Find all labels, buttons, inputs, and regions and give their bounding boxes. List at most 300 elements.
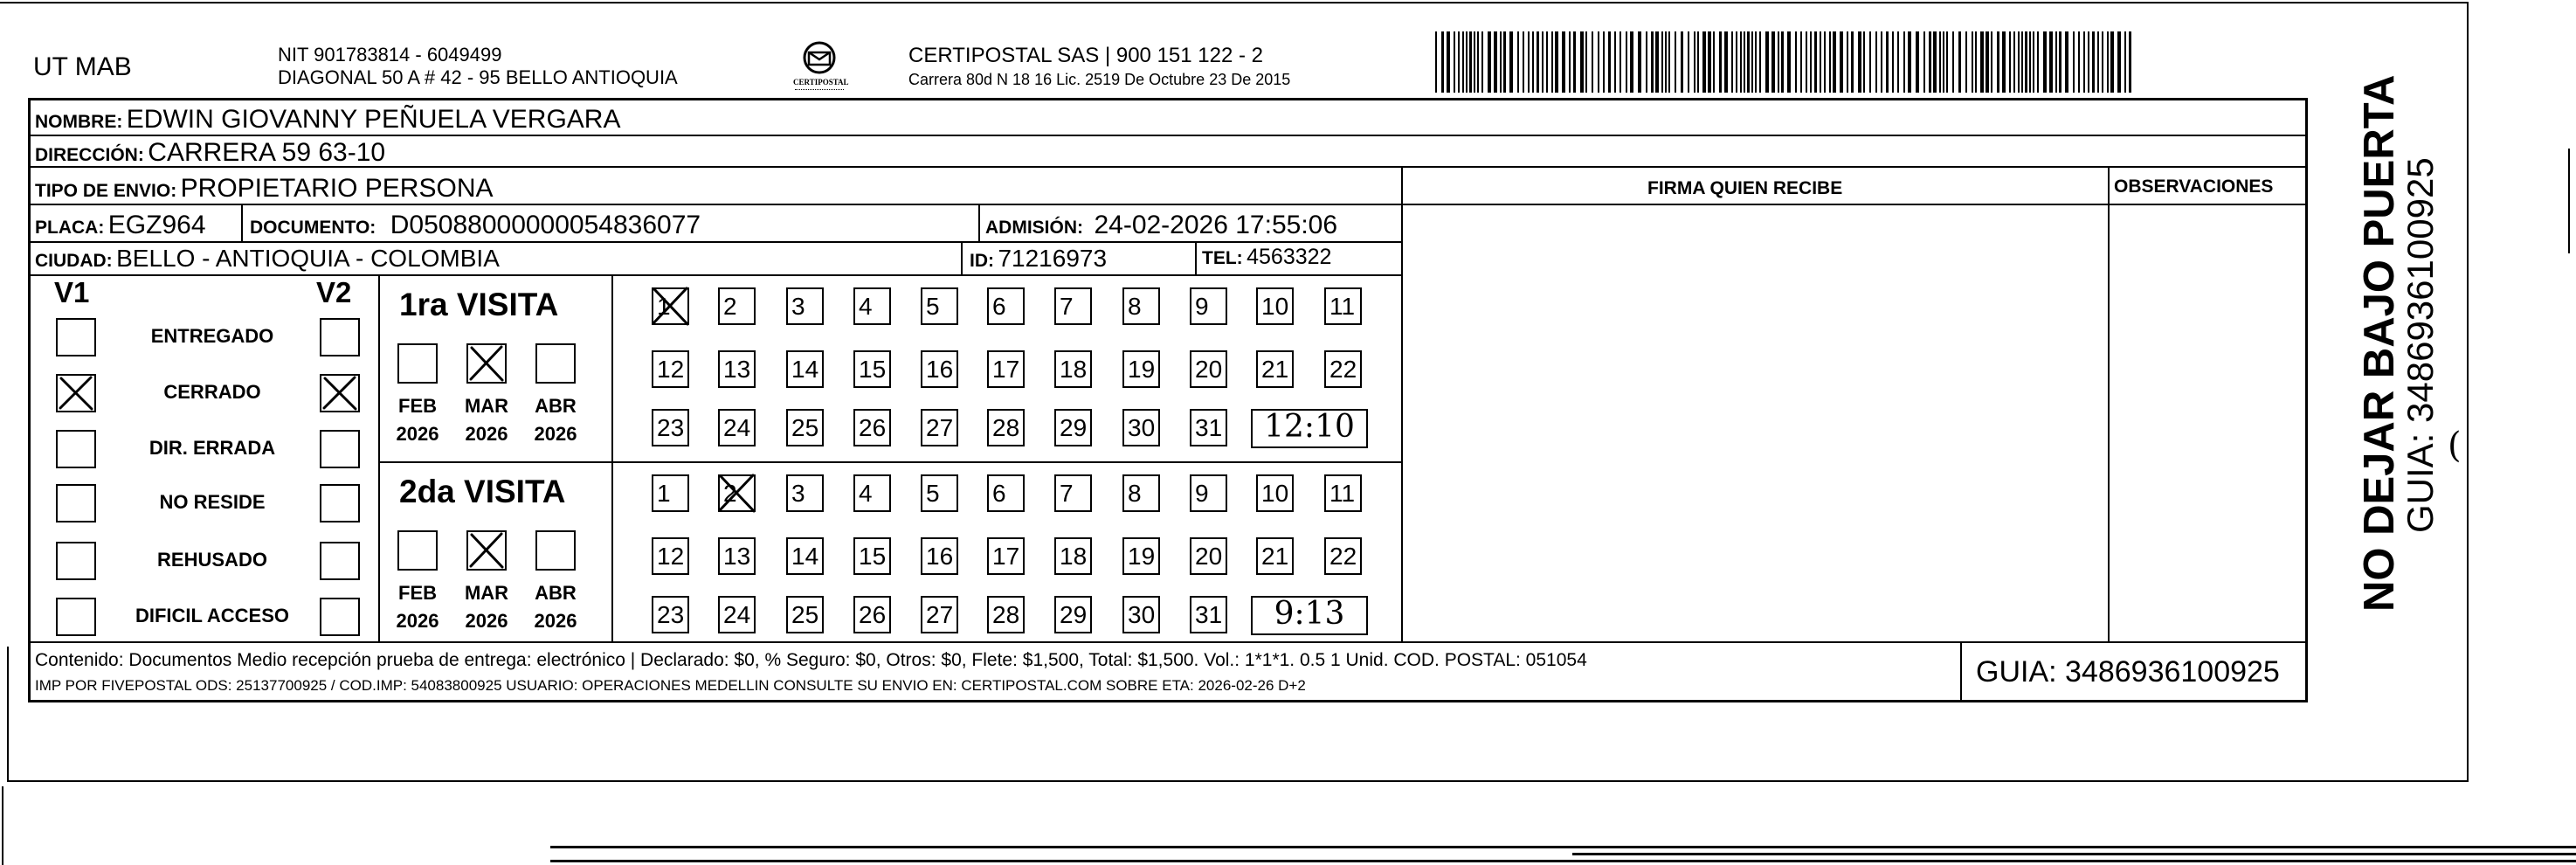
barcode-bar — [1858, 31, 1861, 93]
barcode-bar — [1614, 31, 1616, 93]
v1-check-mark — [56, 374, 96, 412]
day-box[interactable]: 19 — [1122, 537, 1160, 575]
day-box[interactable]: 8 — [1122, 474, 1160, 512]
barcode-bar — [1509, 31, 1513, 93]
visit-title: 2da VISITA — [399, 474, 566, 509]
barcode-bar — [1886, 31, 1889, 93]
year-label: 2026 — [465, 423, 508, 445]
time-value: 12:10 — [1264, 409, 1355, 445]
tel-field — [1202, 246, 1331, 268]
day-box[interactable]: 5 — [921, 474, 958, 512]
month-label: ABR — [535, 395, 577, 417]
barcode-bar — [1447, 31, 1450, 93]
id-label: ID: — [970, 251, 994, 271]
barcode-bar — [1755, 31, 1757, 93]
barcode-bar — [2055, 31, 2057, 93]
day-box[interactable]: 2 — [718, 287, 756, 325]
year-label: 2026 — [396, 610, 439, 632]
month-checkbox[interactable] — [397, 343, 438, 384]
v1-checkbox[interactable] — [56, 542, 96, 580]
day-box[interactable]: 23 — [652, 409, 689, 446]
footer-line — [28, 641, 2308, 643]
barcode-bar — [1958, 31, 1961, 93]
day-box[interactable]: 9 — [1190, 474, 1227, 512]
certipostal-logo — [793, 38, 849, 96]
visit-title: 1ra VISITA — [399, 287, 559, 322]
barcode-bar — [1546, 31, 1548, 93]
time-value: 9:13 — [1274, 596, 1345, 632]
col-line-id — [961, 241, 963, 274]
barcode-bar — [2117, 31, 2121, 93]
barcode-bar — [1881, 31, 1882, 93]
day-box[interactable]: 3 — [786, 474, 824, 512]
barcode-bar — [2110, 31, 2114, 93]
day-box[interactable]: 25 — [786, 596, 824, 633]
v1-header: V1 — [54, 276, 90, 308]
ciudad-value: BELLO - ANTIOQUIA - COLOMBIA — [116, 245, 500, 272]
direccion-value: CARRERA 59 63-10 — [148, 138, 386, 167]
company-address: DIAGONAL 50 A # 42 - 95 BELLO ANTIOQUIA — [278, 66, 678, 88]
company-nit: NIT 901783814 - 6049499 — [278, 44, 502, 66]
barcode-bar — [1824, 31, 1826, 93]
barcode-bar — [1592, 31, 1593, 93]
barcode-bar — [1771, 31, 1775, 93]
barcode-bar — [1759, 31, 1761, 93]
barcode-bar — [1946, 31, 1948, 93]
barcode-bar — [1916, 31, 1919, 93]
v2-checkbox[interactable] — [320, 542, 360, 580]
day-box[interactable]: 16 — [921, 537, 958, 575]
day-box[interactable]: 24 — [718, 596, 756, 633]
ciudad-field — [35, 246, 500, 271]
day-box[interactable]: 1 — [652, 474, 689, 512]
carrier-license: Carrera 80d N 18 16 Lic. 2519 De Octubre 23 De 2015 — [908, 71, 1291, 88]
barcode-bar — [2102, 31, 2103, 93]
firma-header: FIRMA QUIEN RECIBE — [1647, 178, 1843, 198]
id-value: 71216973 — [998, 245, 1108, 272]
barcode-bar — [1713, 31, 1715, 93]
tipo-label: TIPO DE ENVIO: — [35, 181, 177, 201]
status-label: REHUSADO — [157, 549, 267, 571]
barcode-bar — [1829, 31, 1831, 93]
day-box[interactable]: 12 — [652, 537, 689, 575]
col-line-observaciones — [2108, 166, 2110, 643]
year-label: 2026 — [465, 610, 508, 632]
barcode-bar — [1665, 31, 1667, 93]
barcode-bar — [2083, 31, 2085, 93]
barcode-bar — [1997, 31, 1999, 93]
barcode-bar — [1608, 31, 1611, 93]
month-checkbox[interactable] — [397, 530, 438, 571]
day-box[interactable]: 21 — [1256, 350, 1294, 388]
row-line-ciudad — [28, 274, 1403, 276]
barcode-bar — [1820, 31, 1821, 93]
barcode-bar — [1681, 31, 1683, 93]
day-box[interactable]: 1 — [652, 287, 689, 325]
barcode-bar — [1972, 31, 1973, 93]
barcode-bar — [1744, 31, 1745, 93]
barcode-bar — [1528, 31, 1530, 93]
carrier-name: CERTIPOSTAL SAS | 900 151 122 - 2 — [908, 44, 1263, 67]
col-line-visits — [378, 274, 380, 643]
barcode-bar — [1869, 31, 1871, 93]
barcode-bar — [1800, 31, 1802, 93]
day-box[interactable]: 10 — [1256, 287, 1294, 325]
year-label: 2026 — [534, 610, 577, 632]
year-label: 2026 — [534, 423, 577, 445]
month-label: FEB — [398, 582, 437, 604]
footer-guia: GUIA: 3486936100925 — [1976, 655, 2280, 689]
status-label: CERRADO — [163, 381, 261, 403]
barcode-bar — [2073, 31, 2075, 93]
barcode-bar — [1542, 31, 1544, 93]
direccion-label: DIRECCIÓN: — [35, 145, 144, 165]
barcode-bar — [1929, 31, 1931, 93]
v1-checkbox[interactable] — [56, 430, 96, 468]
day-box[interactable]: 20 — [1190, 350, 1227, 388]
day-box[interactable]: 11 — [1324, 474, 1362, 512]
placa-value: EGZ964 — [107, 211, 206, 239]
barcode-bar — [1806, 31, 1807, 93]
month-label: ABR — [535, 582, 577, 604]
barcode-bar — [1668, 31, 1670, 93]
day-box[interactable]: 29 — [1054, 409, 1092, 446]
day-box[interactable]: 18 — [1054, 350, 1092, 388]
barcode-bar — [1747, 31, 1750, 93]
barcode — [1435, 31, 2134, 93]
barcode-bar — [1488, 31, 1491, 93]
barcode-bar — [1795, 31, 1797, 93]
barcode-bar — [1694, 31, 1695, 93]
barcode-bar — [1751, 31, 1753, 93]
day-box[interactable]: 13 — [718, 350, 756, 388]
barcode-bar — [1863, 31, 1865, 93]
day-box[interactable]: 24 — [718, 409, 756, 446]
day-box[interactable]: 11 — [1324, 287, 1362, 325]
day-box[interactable]: 20 — [1190, 537, 1227, 575]
scan-bottom-edge — [7, 780, 2469, 782]
month-checkbox[interactable] — [535, 343, 576, 384]
barcode-bar — [1740, 31, 1742, 93]
barcode-bar — [1952, 31, 1954, 93]
barcode-bar — [1619, 31, 1621, 93]
barcode-bar — [1965, 31, 1967, 93]
barcode-bar — [1933, 31, 1937, 93]
barcode-bar — [2009, 31, 2011, 93]
barcode-bar — [2065, 31, 2068, 93]
month-label: FEB — [398, 395, 437, 417]
barcode-bar — [2097, 31, 2099, 93]
scan-left-edge-lower — [2, 786, 3, 865]
barcode-bar — [2049, 31, 2053, 93]
barcode-bar — [1517, 31, 1519, 93]
day-box[interactable]: 14 — [786, 537, 824, 575]
day-box[interactable]: 8 — [1122, 287, 1160, 325]
barcode-bar — [1494, 31, 1497, 93]
tel-label: TEL: — [1202, 248, 1243, 268]
documento-field — [250, 212, 701, 239]
barcode-bar — [1603, 31, 1605, 93]
barcode-bar — [1462, 31, 1464, 93]
barcode-bar — [1814, 31, 1817, 93]
barcode-bar — [1598, 31, 1599, 93]
day-box[interactable]: 2 — [718, 474, 756, 512]
barcode-bar — [1847, 31, 1848, 93]
col-line-admision — [978, 204, 980, 241]
v2-checkbox[interactable] — [320, 318, 360, 356]
scan-bottom-line-3 — [550, 860, 2576, 862]
scan-right-edge — [2467, 2, 2469, 782]
barcode-bar — [2021, 31, 2023, 93]
margin-mark: ( — [2448, 426, 2462, 466]
barcode-bar — [1833, 31, 1836, 93]
barcode-bar — [1469, 31, 1472, 93]
day-box[interactable]: 10 — [1256, 474, 1294, 512]
col-line-days — [611, 274, 613, 643]
imp-text: IMP POR FIVEPOSTAL ODS: 25137700925 / COD.IMP: 54083800925 USUARIO: OPERACIONES MEDELLIN CONSULTE SU ENVIO EN: CERTIPOSTAL.COM SOBRE ETA: 2026-02-26 D+2 — [35, 677, 1306, 694]
placa-label: PLACA: — [35, 218, 105, 238]
nombre-field — [35, 107, 620, 133]
logo-text: CERTIPOSTAL — [793, 78, 849, 86]
admision-value: 24-02-2026 17:55:06 — [1094, 211, 1338, 239]
barcode-bar — [1778, 31, 1779, 93]
month-label: MAR — [464, 395, 509, 417]
barcode-bar — [1555, 31, 1558, 93]
barcode-bar — [1991, 31, 1992, 93]
day-box[interactable]: 31 — [1190, 596, 1227, 633]
company-name: UT MAB — [33, 52, 132, 81]
day-box[interactable]: 26 — [853, 596, 891, 633]
status-label: ENTREGADO — [150, 325, 274, 347]
barcode-bar — [2029, 31, 2031, 93]
v2-checkbox[interactable] — [320, 598, 360, 636]
barcode-bar — [2078, 31, 2080, 93]
v1-checkbox[interactable] — [56, 598, 96, 636]
barcode-bar — [1655, 31, 1659, 93]
day-box[interactable]: 6 — [987, 287, 1025, 325]
tipo-value: PROPIETARIO PERSONA — [180, 174, 494, 203]
barcode-bar — [1466, 31, 1468, 93]
day-box[interactable]: 4 — [853, 474, 891, 512]
visit-separator — [378, 461, 1403, 463]
barcode-bar — [1892, 31, 1894, 93]
barcode-bar — [1731, 31, 1733, 93]
barcode-bar — [1626, 31, 1627, 93]
scan-bottom-line-2 — [1572, 853, 2576, 855]
nombre-label: NOMBRE: — [35, 112, 123, 132]
day-box[interactable]: 7 — [1054, 287, 1092, 325]
v1-checkbox[interactable] — [56, 484, 96, 522]
barcode-bar — [1651, 31, 1654, 93]
day-box[interactable]: 30 — [1122, 409, 1160, 446]
status-label: DIFICIL ACCESO — [135, 605, 289, 626]
day-box[interactable]: 30 — [1122, 596, 1160, 633]
scan-left-edge — [7, 647, 9, 782]
barcode-bar — [1523, 31, 1524, 93]
day-box[interactable]: 22 — [1324, 537, 1362, 575]
col-line-placa — [241, 204, 243, 241]
documento-value: D05088000000054836077 — [390, 211, 701, 239]
barcode-bar — [1551, 31, 1553, 93]
barcode-bar — [1781, 31, 1784, 93]
barcode-bar — [1986, 31, 1989, 93]
day-box[interactable]: 28 — [987, 596, 1025, 633]
v1-checkbox[interactable] — [56, 318, 96, 356]
day-box[interactable]: 17 — [987, 350, 1025, 388]
ciudad-label: CIUDAD: — [35, 251, 113, 271]
barcode-bar — [1481, 31, 1483, 93]
day-box[interactable]: 18 — [1054, 537, 1092, 575]
day-box[interactable]: 5 — [921, 287, 958, 325]
barcode-bar — [1875, 31, 1877, 93]
barcode-bar — [1688, 31, 1689, 93]
barcode-bar — [1840, 31, 1843, 93]
day-box[interactable]: 16 — [921, 350, 958, 388]
day-box[interactable]: 14 — [786, 350, 824, 388]
barcode-bar — [1500, 31, 1502, 93]
day-box[interactable]: 23 — [652, 596, 689, 633]
day-check-mark — [715, 472, 758, 515]
barcode-bar — [1765, 31, 1769, 93]
v2-header: V2 — [316, 276, 352, 308]
barcode-bar — [1903, 31, 1905, 93]
v2-check-mark — [320, 374, 360, 412]
barcode-bar — [2124, 31, 2126, 93]
month-checkbox[interactable] — [535, 530, 576, 571]
status-label: NO RESIDE — [159, 491, 266, 513]
barcode-bar — [2129, 31, 2131, 93]
barcode-bar — [1638, 31, 1641, 93]
month-check-mark — [466, 343, 507, 384]
col-line-tel — [1195, 241, 1197, 274]
barcode-bar — [1697, 31, 1699, 93]
month-check-mark — [466, 530, 507, 571]
side-warning: NO DEJAR BAJO PUERTA — [2356, 74, 2403, 612]
header-line-firma — [1401, 204, 2308, 205]
barcode-bar — [1454, 31, 1455, 93]
barcode-bar — [1458, 31, 1460, 93]
barcode-bar — [1702, 31, 1706, 93]
day-box[interactable]: 19 — [1122, 350, 1160, 388]
side-guia: GUIA: 3486936100925 — [2400, 157, 2441, 533]
barcode-bar — [1503, 31, 1506, 93]
barcode-bar — [1573, 31, 1576, 93]
barcode-bar — [1708, 31, 1711, 93]
admision-label: ADMISIÓN: — [985, 218, 1083, 238]
day-box[interactable]: 3 — [786, 287, 824, 325]
day-box[interactable]: 21 — [1256, 537, 1294, 575]
logo-tagline-rule — [795, 89, 844, 93]
barcode-bar — [1939, 31, 1941, 93]
barcode-bar — [1569, 31, 1571, 93]
day-box[interactable]: 6 — [987, 474, 1025, 512]
v2-checkbox[interactable] — [320, 430, 360, 468]
barcode-bar — [1646, 31, 1647, 93]
barcode-bar — [1435, 31, 1437, 93]
status-label: DIR. ERRADA — [148, 437, 276, 459]
observaciones-header: OBSERVACIONES — [2114, 176, 2274, 197]
barcode-bar — [1897, 31, 1899, 93]
barcode-bar — [1787, 31, 1791, 93]
barcode-bar — [1943, 31, 1944, 93]
day-box[interactable]: 13 — [718, 537, 756, 575]
day-box[interactable]: 26 — [853, 409, 891, 446]
barcode-bar — [1851, 31, 1854, 93]
scan-bottom-line-1 — [550, 846, 2576, 848]
v2-checkbox[interactable] — [320, 484, 360, 522]
day-box[interactable]: 17 — [987, 537, 1025, 575]
direccion-field — [35, 140, 385, 166]
day-box[interactable]: 22 — [1324, 350, 1362, 388]
scan-far-right-edge — [2568, 149, 2570, 253]
day-box[interactable]: 7 — [1054, 474, 1092, 512]
barcode-bar — [2002, 31, 2006, 93]
scan-top-edge — [0, 2, 2469, 3]
barcode-bar — [2088, 31, 2089, 93]
day-box[interactable]: 31 — [1190, 409, 1227, 446]
contenido-text: Contenido: Documentos Medio recepción prueba de entrega: electrónico | Declarado: $0, % Seguro: $0, Otros: $0, Flete: $1,500, Total: $1,500. Vol.: 1*1*1. 0.5 1 Unid. COD. POSTAL: 051054 — [35, 650, 1587, 670]
barcode-bar — [1562, 31, 1565, 93]
placa-field — [35, 212, 206, 239]
barcode-bar — [1810, 31, 1812, 93]
day-box[interactable]: 25 — [786, 409, 824, 446]
barcode-bar — [1580, 31, 1584, 93]
barcode-bar — [2037, 31, 2039, 93]
day-box[interactable]: 28 — [987, 409, 1025, 446]
day-box[interactable]: 9 — [1190, 287, 1227, 325]
barcode-bar — [2033, 31, 2034, 93]
barcode-bar — [1724, 31, 1728, 93]
barcode-bar — [2018, 31, 2020, 93]
col-line-footer-guia — [1960, 641, 1962, 702]
day-box[interactable]: 12 — [652, 350, 689, 388]
col-line-firma — [1401, 166, 1403, 643]
barcode-bar — [2013, 31, 2015, 93]
barcode-bar — [2059, 31, 2061, 93]
barcode-bar — [1980, 31, 1984, 93]
day-box[interactable]: 15 — [853, 537, 891, 575]
barcode-bar — [1441, 31, 1444, 93]
row-line-tipo — [28, 204, 1403, 205]
id-field — [970, 246, 1107, 271]
barcode-bar — [1975, 31, 1977, 93]
barcode-bar — [1474, 31, 1475, 93]
barcode-bar — [1923, 31, 1925, 93]
barcode-bar — [1736, 31, 1737, 93]
year-label: 2026 — [396, 423, 439, 445]
day-box[interactable]: 27 — [921, 596, 958, 633]
barcode-bar — [1532, 31, 1534, 93]
documento-label: DOCUMENTO: — [250, 218, 376, 238]
envelope-seal-icon — [793, 38, 846, 82]
barcode-bar — [1585, 31, 1587, 93]
day-box[interactable]: 4 — [853, 287, 891, 325]
tipo-field — [35, 176, 494, 202]
barcode-bar — [1675, 31, 1676, 93]
admision-field — [985, 212, 1337, 239]
month-label: MAR — [464, 582, 509, 604]
row-line-nombre — [28, 135, 2308, 136]
day-box[interactable]: 15 — [853, 350, 891, 388]
barcode-bar — [2025, 31, 2027, 93]
barcode-bar — [1537, 31, 1539, 93]
barcode-bar — [1630, 31, 1633, 93]
tel-value: 4563322 — [1247, 245, 1332, 269]
barcode-bar — [2092, 31, 2095, 93]
day-box[interactable]: 29 — [1054, 596, 1092, 633]
barcode-bar — [2043, 31, 2047, 93]
day-box[interactable]: 27 — [921, 409, 958, 446]
